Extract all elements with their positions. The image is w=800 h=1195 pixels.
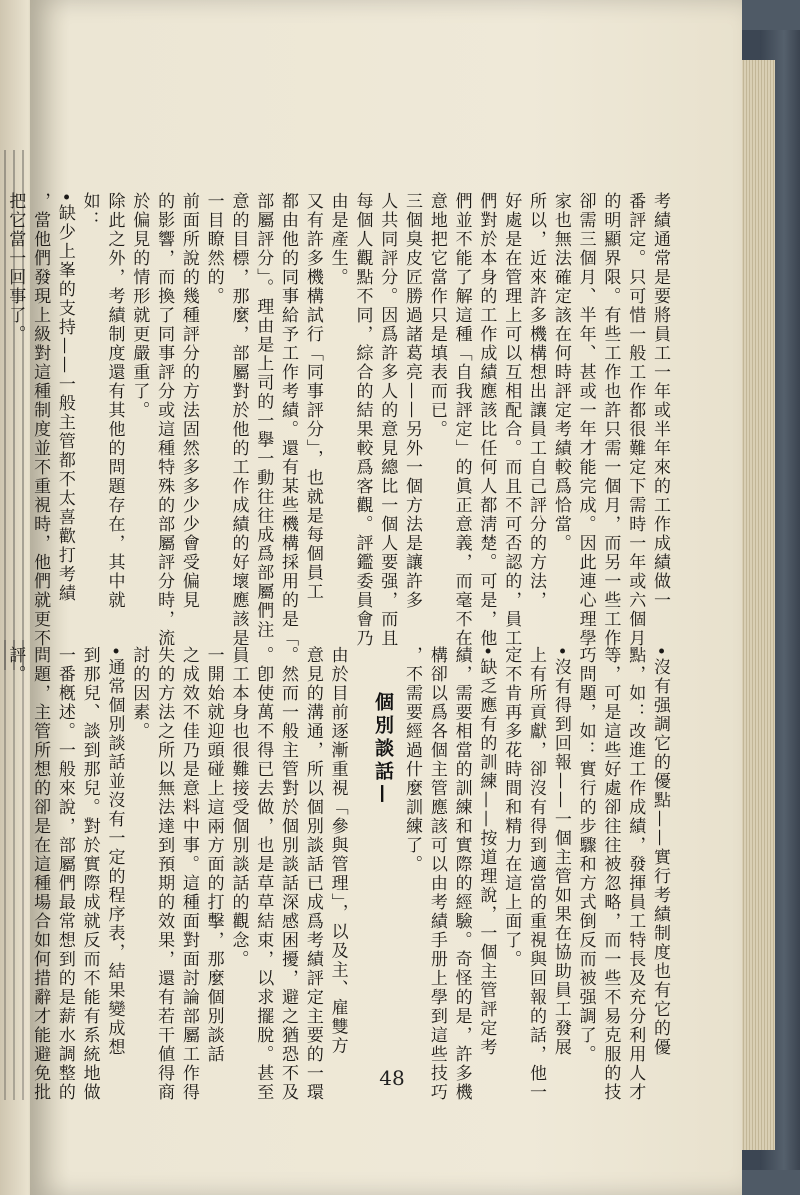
text-line: 家也無法確定該在何時評定考績較爲恰當。 — [550, 192, 571, 553]
text-line: 考績通常是要將員工一年或半年來的工作成績做一 — [650, 192, 670, 610]
upper-text-column — [2, 192, 672, 648]
text-line: 意的目標，那麼，部屬對於他的工作成績的好壞應該是 — [228, 192, 249, 648]
text-line: 點，如：改進工作成績，發揮員工特長及充分利用人才 — [625, 646, 646, 1102]
text-line: 一番槪述。一般來說，部屬們最常想到的是薪水調整的 — [54, 646, 75, 1102]
section-heading: 個別談話— — [372, 692, 394, 807]
text-line — [350, 646, 375, 1046]
text-line: 之成效不佳乃是意料中事。這種面對面討論部屬工作得 — [178, 646, 199, 1102]
text-line: 到那兒、談到那兒。對於實際成就反而不能有系統地做 — [79, 646, 100, 1102]
text-line: 除此之外，考績制度還有其他的問題存在，其中就 — [104, 192, 125, 610]
text-line: •沒有强調它的優點——實行考績制度也有它的優 — [650, 646, 670, 1058]
text-line: 前面所說的幾種評分的方法固然多多少少會受偏見 — [178, 192, 199, 610]
book-page — [5, 0, 742, 1195]
page-number: 48 — [379, 1066, 405, 1090]
text-line: 又有許多機構試行「同事評分」，也就是每個員工 — [302, 192, 323, 602]
text-line: 的影響，而換了同事評分或這種特殊的部屬評分時，流 — [154, 192, 175, 648]
text-line: 問題，主管所想的卻是在這種場合如何措辭才能避免批 — [30, 646, 51, 1102]
text-line: 好處是在管理上可以互相配合。而且不可否認的，員工 — [501, 192, 522, 648]
text-line: 於偏見的情形就更嚴重了。 — [129, 192, 150, 420]
text-line — [374, 646, 399, 1046]
text-line: 們並不能了解這種「自我評定」的眞正意義，而毫不在 — [451, 192, 472, 648]
text-line: 評。 — [5, 646, 26, 684]
text-line: 三個臭皮匠勝過諸葛亮——另外一個方法是讓許多 — [402, 192, 423, 610]
text-line: •沒有得到回報——一個主管如果在協助員工發展 — [550, 646, 571, 1058]
text-line: ，不需要經過什麼訓練了。 — [402, 646, 423, 874]
text-line: 一目瞭然的。 — [203, 192, 224, 306]
text-line: 。然而一般主管對於個別談話深感困擾，避之猶恐不及 — [278, 646, 299, 1102]
text-line: 員工本身也很難接受個別談話的觀念。 — [228, 646, 249, 969]
text-line: 每個人觀點不同，綜合的結果較爲客觀。評鑑委員會乃 — [352, 192, 373, 648]
text-line: 意見的溝通，所以個別談話已成爲考績評定主要的一環 — [302, 646, 323, 1102]
text-line: 定不肯再多花時間和精力在這上面了。 — [501, 646, 522, 969]
text-line: 討的因素。 — [129, 646, 150, 741]
text-line: 如： — [79, 192, 100, 230]
text-line: 由是產生。 — [327, 192, 348, 287]
text-line: •缺少上峯的支持——一般主管都不太喜歡打考績 — [54, 192, 75, 604]
text-line: 人共同評分。因爲許多人的意見總比一個人要强，而且 — [377, 192, 398, 648]
text-line: 一開始就迎頭碰上這兩方面的打擊，那麼個別談話 — [203, 646, 224, 1064]
text-line: 們對於本身的工作成績應該比任何人都淸楚。可是，他 — [476, 192, 497, 648]
text-line: 部屬評分」。理由是上司的一擧一動往往成爲部屬們注 — [253, 192, 274, 640]
text-line: 績，需要相當的訓練和實際的經驗。奇怪的是，許多機 — [451, 646, 472, 1102]
text-line: 卻需三個月、半年、甚或一年才能完成。因此連心理學 — [575, 192, 596, 648]
text-line: 番評定。只可惜一般工作都很難定下需時一年或六個月 — [625, 192, 646, 648]
text-line: •缺乏應有的訓練——按道理說，一個主管評定考 — [476, 646, 497, 1058]
text-line: 等，可是這些好處卻往往被忽略，而一些不易克服的技 — [600, 646, 621, 1102]
text-line: 構卻以爲各個主管應該可以由考績手册上學到這些技巧 — [426, 646, 447, 1102]
text-line: 意地把它當作只是填表而已。 — [426, 192, 447, 439]
text-line: 巧問題，如：實行的步驟和方式倒反而被强調了。 — [575, 646, 596, 1064]
text-line: 把它當一回事了。 — [5, 192, 26, 344]
text-line: 上有所貢獻，卻沒有得到適當的重視與回報的話，他一 — [526, 646, 547, 1102]
text-line: 。卽使萬不得已去做，也是草草結束，以求擺脫。甚至 — [253, 646, 274, 1102]
text-line: 所以，近來許多機構想出讓員工自己評分的方法， — [526, 192, 547, 610]
text-line: 由於目前逐漸重視「參與管理」，以及主、雇雙方 — [327, 646, 348, 1056]
text-line: 都由他的同事給予工作考績。還有某些機構採用的是「 — [278, 192, 299, 648]
text-line: •通常個別談話並沒有一定的程序表，結果變成想 — [104, 646, 125, 1058]
text-line: 失的方法之所以無法達到預期的效果，還有若干値得商 — [154, 646, 175, 1102]
text-line: ，當他們發現上級對這種制度並不重視時，他們就更不 — [30, 192, 51, 648]
text-line: 的明顯界限。有些工作也許只需一個月，而另一些工作 — [600, 192, 621, 648]
